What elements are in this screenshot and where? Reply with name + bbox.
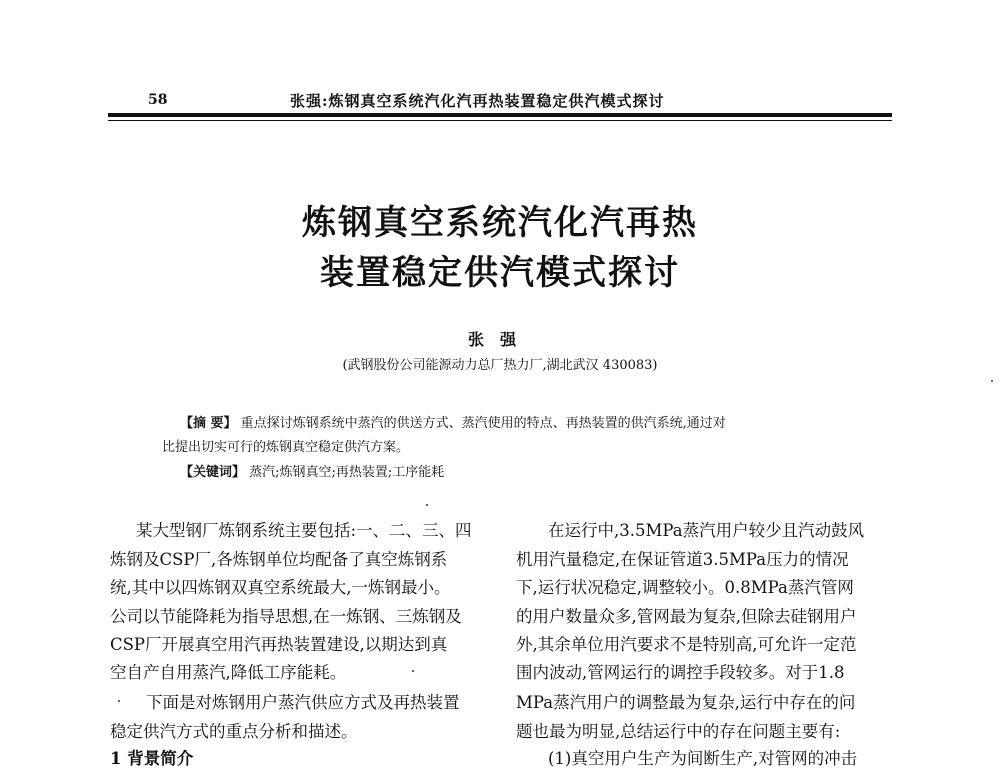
keywords-line bbox=[180, 461, 444, 480]
left-line-1: 某大型钢厂炼钢系统主要包括:一、二、三、四 bbox=[136, 521, 472, 540]
page-number: 58 bbox=[148, 92, 168, 108]
right-line-9: (1)真空用户生产为间断生产,对管网的冲击 bbox=[548, 749, 858, 768]
author: 张强 bbox=[467, 330, 532, 349]
scan-speck bbox=[991, 380, 993, 382]
abstract-text-1: 重点探讨炼钢系统中蒸汽的供送方式、蒸汽使用的特点、再热装置的供汽系统,通过对 bbox=[240, 416, 726, 431]
paper-title-line-2: 装置稳定供汽模式探讨 bbox=[320, 253, 680, 293]
paper-title-line-1: 炼钢真空系统汽化汽再热 bbox=[302, 203, 698, 243]
right-line-3: 下,运行状况稳定,调整较小。0.8MPa蒸汽管网 bbox=[516, 578, 854, 597]
left-line-7: 下面是对炼钢用户蒸汽供应方式及再热装置 bbox=[146, 693, 460, 712]
header-rule-thick bbox=[108, 113, 892, 117]
abstract-line-2: 比提出切实可行的炼钢真空稳定供汽方案。 bbox=[162, 440, 410, 455]
right-line-6: 围内波动,管网运行的调控手段较多。对于1.8 bbox=[516, 663, 845, 682]
left-line-4: 公司以节能降耗为指导思想,在一炼钢、三炼钢及 bbox=[110, 607, 462, 626]
keywords-label: 【关键词】 bbox=[180, 465, 246, 480]
right-line-2: 机用汽量稳定,在保证管道3.5MPa压力的情况 bbox=[516, 550, 849, 569]
left-line-6: 空自产自用蒸汽,降低工序能耗。 bbox=[110, 663, 347, 682]
left-line-5: CSP厂开展真空用汽再热装置建设,以期达到真 bbox=[110, 635, 448, 654]
scan-speck bbox=[118, 700, 120, 702]
abstract-line-1 bbox=[180, 412, 726, 431]
right-line-1: 在运行中,3.5MPa蒸汽用户较少且汽动鼓风 bbox=[548, 521, 865, 540]
abstract-label: 【摘 要】 bbox=[180, 416, 237, 431]
header-rule-thin bbox=[108, 120, 892, 121]
running-title: 张强:炼钢真空系统汽化汽再热装置稳定供汽模式探讨 bbox=[290, 92, 665, 110]
left-line-3: 统,其中以四炼钢双真空系统最大,一炼钢最小。 bbox=[110, 578, 451, 597]
section-heading: 1 背景简介 bbox=[110, 749, 194, 768]
right-line-8: 题也最为明显,总结运行中的存在问题主要有: bbox=[516, 722, 841, 741]
affiliation: (武钢股份公司能源动力总厂热力厂,湖北武汉 430083) bbox=[342, 358, 658, 373]
left-line-2: 炼钢及CSP厂,各炼钢单位均配备了真空炼钢系 bbox=[110, 550, 448, 569]
right-line-7: MPa蒸汽用户的调整最为复杂,运行中存在的问 bbox=[516, 693, 856, 712]
keywords-text: 蒸汽;炼钢真空;再热装置;工序能耗 bbox=[249, 465, 445, 480]
scan-speck bbox=[426, 504, 428, 506]
left-line-8: 稳定供汽方式的重点分析和描述。 bbox=[110, 722, 358, 741]
scan-speck bbox=[412, 670, 414, 672]
right-line-4: 的用户数量众多,管网最为复杂,但除去硅钢用户 bbox=[516, 607, 857, 626]
right-line-5: 外,其余单位用汽要求不是特别高,可允许一定范 bbox=[516, 635, 857, 654]
